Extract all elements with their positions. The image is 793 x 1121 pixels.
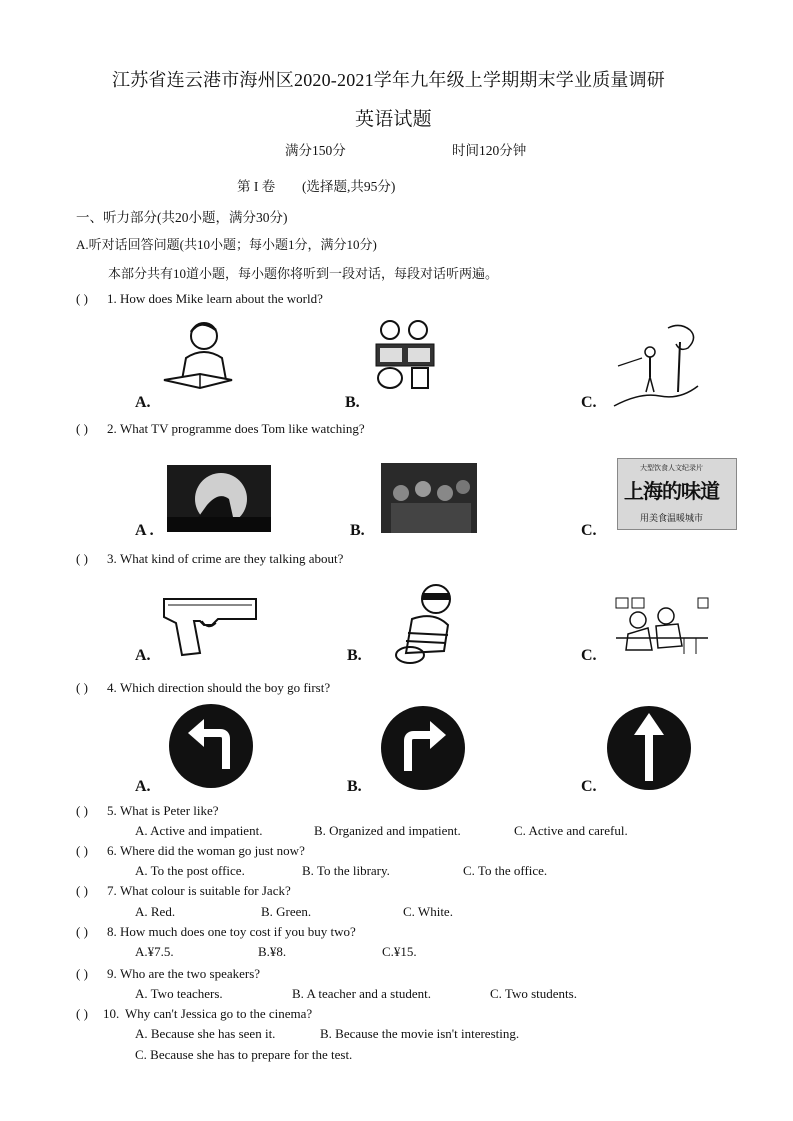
- question-number: 9.: [107, 966, 117, 981]
- option-label[interactable]: B.: [347, 778, 362, 795]
- exam-time: 时间120分钟: [452, 143, 527, 158]
- answer-option[interactable]: B. Green.: [261, 904, 312, 919]
- option-label[interactable]: A.: [135, 778, 151, 795]
- question-text: Where did the woman go just now?: [120, 843, 305, 858]
- answer-option[interactable]: B.¥8.: [258, 944, 287, 959]
- answer-option[interactable]: B. Because the movie isn't interesting.: [320, 1026, 520, 1041]
- question-text: What is Peter like?: [120, 803, 219, 818]
- question-text: What kind of crime are they talking about?: [120, 551, 344, 566]
- sign-main-text: 上海的味道: [624, 479, 719, 503]
- question-number: 4.: [107, 680, 117, 695]
- boy-reading-picture: [160, 318, 240, 394]
- exam-subtitle: 英语试题: [355, 109, 432, 130]
- answer-blank[interactable]: ( ): [76, 680, 88, 695]
- sign-bottom-text: 用美食温暖城市: [640, 514, 704, 524]
- option-label[interactable]: B.: [345, 394, 360, 411]
- answer-blank[interactable]: ( ): [76, 421, 88, 436]
- answer-blank[interactable]: ( ): [76, 966, 88, 981]
- exam-title: 江苏省连云港市海州区2020-2021学年九年级上学期期末学业质量调研: [112, 70, 665, 90]
- question-text: How much does one toy cost if you buy two?: [120, 924, 356, 939]
- question-number: 8.: [107, 924, 117, 939]
- answer-blank[interactable]: ( ): [76, 551, 88, 566]
- answer-option[interactable]: A. Active and impatient.: [135, 823, 263, 838]
- option-label[interactable]: A.: [135, 647, 151, 664]
- question-text: How does Mike learn about the world?: [120, 291, 323, 306]
- question-number: 6.: [107, 843, 117, 858]
- answer-option[interactable]: B. Organized and impatient.: [314, 823, 461, 838]
- answer-blank[interactable]: ( ): [76, 1006, 88, 1021]
- answer-blank[interactable]: ( ): [76, 883, 88, 898]
- answer-blank[interactable]: ( ): [76, 843, 88, 858]
- question-number: 2.: [107, 421, 117, 436]
- people-reading-newspaper-picture: [368, 318, 442, 390]
- shop-robbery-picture: [612, 594, 712, 656]
- answer-option[interactable]: C. Two students.: [490, 986, 577, 1001]
- volume-note: (选择题,共95分): [302, 179, 396, 194]
- question-text: Which direction should the boy go first?: [120, 680, 331, 695]
- full-marks: 满分150分: [285, 143, 346, 158]
- volume-label: 第 I 卷: [237, 179, 276, 194]
- group-photo-picture: [381, 463, 477, 533]
- sign-top-text: 大型饮食人文纪录片: [640, 464, 703, 472]
- option-label[interactable]: C.: [581, 647, 597, 664]
- option-label[interactable]: A.: [135, 394, 151, 411]
- question-number: 5.: [107, 803, 117, 818]
- question-text: What TV programme does Tom like watching?: [120, 421, 365, 436]
- gun-picture: [160, 591, 260, 657]
- answer-option[interactable]: C. To the office.: [463, 863, 548, 878]
- answer-option[interactable]: A.¥7.5.: [135, 944, 174, 959]
- answer-option[interactable]: C. White.: [403, 904, 453, 919]
- part-a-heading: A.听对话回答问题(共10小题；每小题1分，满分10分): [76, 237, 377, 252]
- go-straight-sign-icon: [606, 705, 692, 791]
- answer-blank[interactable]: ( ): [76, 924, 88, 939]
- question-number: 1.: [107, 291, 117, 306]
- answer-option[interactable]: C. Active and careful.: [514, 823, 628, 838]
- option-label[interactable]: B.: [350, 522, 365, 539]
- tied-person-picture: [386, 581, 466, 667]
- question-number: 10.: [103, 1006, 120, 1021]
- answer-option[interactable]: A. Because she has seen it.: [135, 1026, 276, 1041]
- question-text: What colour is suitable for Jack?: [120, 883, 291, 898]
- answer-option[interactable]: C.¥15.: [382, 944, 417, 959]
- option-label[interactable]: C.: [581, 778, 597, 795]
- question-number: 3.: [107, 551, 117, 566]
- turn-right-sign-icon: [380, 705, 466, 791]
- answer-option[interactable]: B. To the library.: [302, 863, 390, 878]
- question-number: 7.: [107, 883, 117, 898]
- option-label[interactable]: C.: [581, 522, 597, 539]
- answer-blank[interactable]: ( ): [76, 291, 88, 306]
- answer-option[interactable]: B. A teacher and a student.: [292, 986, 431, 1001]
- section-heading: 一、听力部分(共20小题，满分30分): [76, 210, 288, 225]
- question-text: Who are the two speakers?: [120, 966, 261, 981]
- answer-blank[interactable]: ( ): [76, 803, 88, 818]
- food-documentary-sign: [617, 458, 737, 530]
- option-label[interactable]: B.: [347, 647, 362, 664]
- answer-option[interactable]: A. Red.: [135, 904, 176, 919]
- night-movie-picture: [167, 465, 271, 532]
- question-text: Why can't Jessica go to the cinema?: [125, 1006, 313, 1021]
- option-label[interactable]: A .: [135, 522, 154, 539]
- traveler-landscape-picture: [610, 322, 700, 408]
- option-label[interactable]: C.: [581, 394, 597, 411]
- turn-left-sign-icon: [168, 703, 254, 789]
- answer-option[interactable]: A. Two teachers.: [135, 986, 223, 1001]
- answer-option[interactable]: A. To the post office.: [135, 863, 245, 878]
- answer-option[interactable]: C. Because she has to prepare for the test.: [135, 1047, 353, 1062]
- instruction-text: 本部分共有10道小题，每小题你将听到一段对话，每段对话听两遍。: [108, 266, 499, 281]
